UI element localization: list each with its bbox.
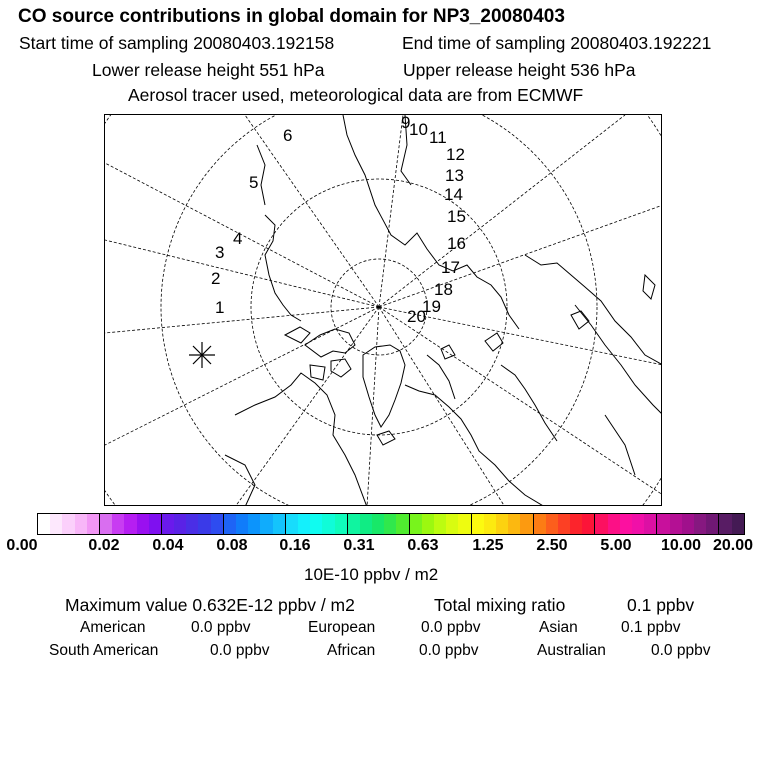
color-scale-segment (644, 514, 656, 534)
meridian (379, 307, 662, 495)
color-scale-segment (434, 514, 446, 534)
traj-label: 1 (215, 298, 225, 317)
color-scale-segment (594, 514, 607, 534)
color-scale-segment (632, 514, 644, 534)
color-scale-tick-label: 0.04 (152, 537, 184, 554)
color-scale-segment (718, 514, 731, 534)
color-scale-segment (335, 514, 347, 534)
traj-label: 14 (444, 185, 463, 204)
color-scale-segment (372, 514, 384, 534)
color-scale-segment (347, 514, 360, 534)
color-scale-segment (656, 514, 669, 534)
region-value-american: 0.0 ppbv (191, 619, 251, 636)
end-time-text: End time of sampling 20080403.192221 (402, 33, 712, 53)
color-scale-segment (322, 514, 334, 534)
color-scale-segment (38, 514, 50, 534)
color-scale-segment (273, 514, 285, 534)
color-scale-unit: 10E-10 ppbv / m2 (304, 565, 439, 584)
color-scale-tick-label: 2.50 (536, 537, 568, 554)
region-name-european: European (308, 619, 376, 636)
color-scale-tick-label: 20.00 (712, 537, 754, 554)
total-mixing-label: Total mixing ratio (434, 595, 566, 615)
color-scale-tick-label: 0.02 (88, 537, 120, 554)
color-scale-segment (409, 514, 422, 534)
meridian (379, 115, 625, 307)
total-mixing-value: 0.1 ppbv (627, 595, 695, 615)
meridian (379, 205, 662, 307)
polar-map (104, 114, 662, 506)
color-scale-segment (161, 514, 174, 534)
color-scale-tick-label: 5.00 (600, 537, 632, 554)
color-scale-segment (458, 514, 470, 534)
color-scale-segment (682, 514, 694, 534)
max-value-text: Maximum value 0.632E-12 ppbv / m2 (65, 595, 355, 615)
region-name-asian: Asian (539, 619, 578, 636)
region-value-asian: 0.1 ppbv (621, 619, 681, 636)
traj-label: 20 (407, 307, 426, 326)
traj-label: 19 (422, 297, 441, 316)
region-name-african: African (327, 642, 376, 659)
color-scale-tick-label: 0.31 (343, 537, 375, 554)
graticule (105, 115, 662, 506)
color-scale-segment (62, 514, 74, 534)
traj-label: 17 (441, 258, 460, 277)
region-value-african: 0.0 ppbv (419, 642, 479, 659)
color-scale-segment (50, 514, 62, 534)
color-scale-segment (471, 514, 484, 534)
tracer-info-text: Aerosol tracer used, meteorological data are from ECMWF (128, 85, 584, 105)
region-name-australian: Australian (537, 642, 606, 659)
region-value-australian: 0.0 ppbv (651, 642, 711, 659)
traj-label: 3 (215, 243, 225, 262)
asterisk-icon (189, 342, 215, 368)
lat-circle-50 (105, 115, 662, 506)
color-scale-segment (211, 514, 223, 534)
color-scale-segment (422, 514, 434, 534)
color-scale-segment (570, 514, 582, 534)
traj-label: 16 (447, 234, 466, 253)
traj-label: 18 (434, 280, 453, 299)
region-value-european: 0.0 ppbv (421, 619, 481, 636)
color-scale-segment (520, 514, 532, 534)
traj-label: 2 (211, 269, 221, 288)
color-scale-tick-label: 10.00 (660, 537, 702, 554)
color-scale-segment (186, 514, 198, 534)
color-scale-segment (484, 514, 496, 534)
trajectory-labels (211, 115, 466, 326)
traj-label: 15 (447, 207, 466, 226)
meridian (245, 115, 379, 307)
color-scale-segment (694, 514, 706, 534)
traj-label: 10 (409, 120, 428, 139)
plot-title: CO source contributions in global domain for NP3_20080403 (18, 6, 565, 27)
color-scale-segment (174, 514, 186, 534)
map-canvas (105, 115, 662, 506)
color-scale-segment (582, 514, 594, 534)
color-scale-bar (37, 513, 745, 535)
traj-label: 11 (429, 128, 447, 147)
color-scale-segment (546, 514, 558, 534)
traj-label: 13 (445, 166, 464, 185)
region-value-south-american: 0.0 ppbv (210, 642, 270, 659)
color-scale-segment (558, 514, 570, 534)
color-scale-segment (99, 514, 112, 534)
color-scale-segment (112, 514, 124, 534)
coastlines (225, 115, 662, 506)
meridian (105, 240, 379, 307)
meridian (105, 307, 379, 445)
color-scale-tick-label: 0.16 (279, 537, 311, 554)
meridian (105, 307, 379, 333)
meridian (367, 307, 379, 506)
color-scale-segment (533, 514, 546, 534)
traj-label: 6 (283, 126, 293, 145)
color-scale-tick-label: 0.00 (6, 537, 38, 554)
region-name-south-american: South American (49, 642, 159, 659)
traj-label: 4 (233, 229, 243, 248)
region-name-american: American (80, 619, 146, 636)
color-scale-segment (248, 514, 260, 534)
color-scale-segment (260, 514, 272, 534)
color-scale-tick-label: 0.08 (216, 537, 248, 554)
color-scale-segment (124, 514, 136, 534)
color-scale-segment (670, 514, 682, 534)
color-scale-segment (706, 514, 718, 534)
color-scale-segment (446, 514, 458, 534)
meridian (379, 307, 505, 506)
traj-label: 5 (249, 173, 259, 192)
lat-circle-60 (161, 115, 597, 506)
lower-height-text: Lower release height 551 hPa (92, 60, 325, 80)
color-scale-segment (223, 514, 236, 534)
color-scale-segment (384, 514, 396, 534)
color-scale-tick-label: 0.63 (407, 537, 439, 554)
color-scale-segment (149, 514, 161, 534)
traj-label: 12 (446, 145, 465, 164)
color-scale-segment (75, 514, 87, 534)
color-scale-segment (496, 514, 508, 534)
color-scale-segment (285, 514, 298, 534)
color-scale-segment (508, 514, 520, 534)
color-scale-segment (310, 514, 322, 534)
color-scale-segment (620, 514, 632, 534)
upper-height-text: Upper release height 536 hPa (403, 60, 636, 80)
color-scale-segment (198, 514, 210, 534)
traj-label: 9 (401, 115, 411, 132)
color-scale-segment (608, 514, 620, 534)
color-scale-segment (87, 514, 99, 534)
color-scale-tick-label: 1.25 (472, 537, 504, 554)
color-scale-segment (396, 514, 408, 534)
color-scale-segment (298, 514, 310, 534)
color-scale-segment (732, 514, 744, 534)
start-time-text: Start time of sampling 20080403.192158 (19, 33, 335, 53)
color-scale-segment (236, 514, 248, 534)
color-scale-segment (137, 514, 149, 534)
meridian (379, 115, 403, 307)
color-scale-segment (360, 514, 372, 534)
